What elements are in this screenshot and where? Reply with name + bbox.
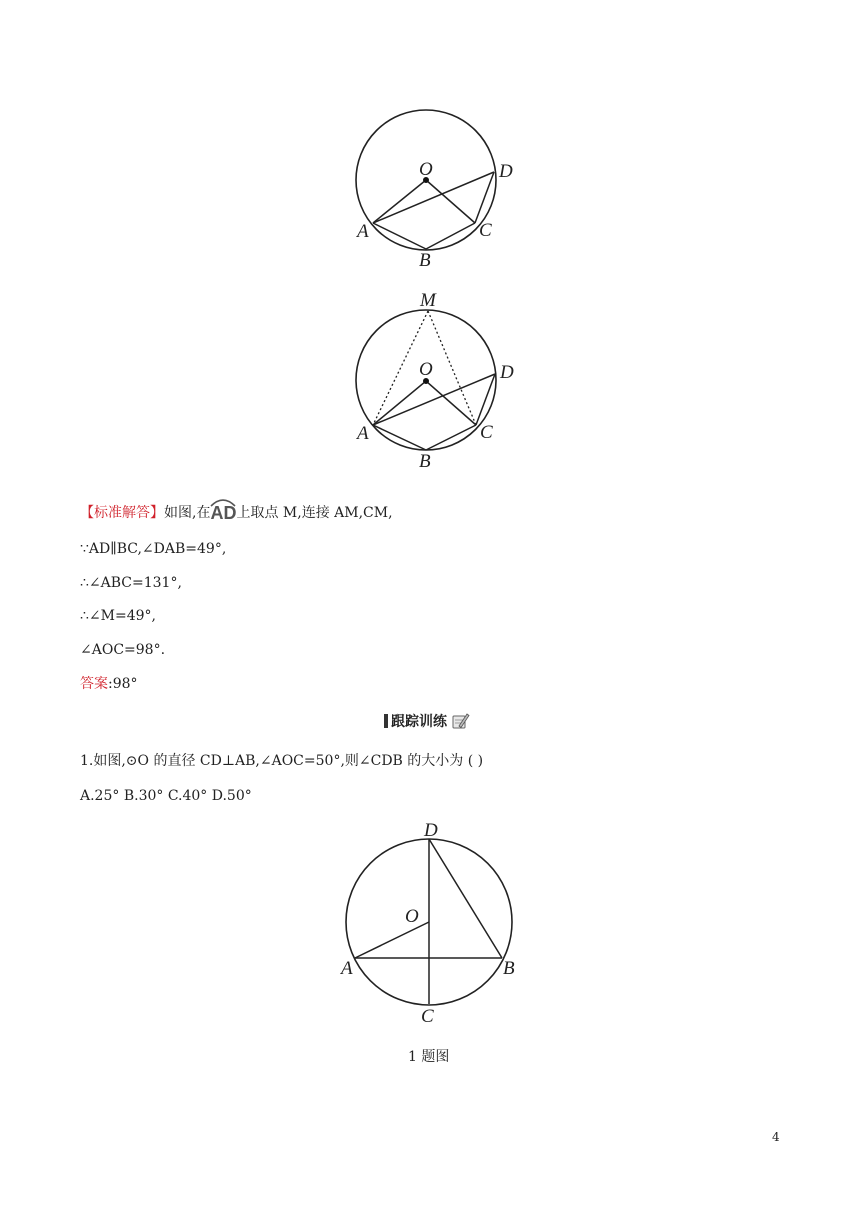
segment-ab (373, 425, 426, 450)
segment-ad (373, 374, 495, 425)
label-a: A (357, 221, 369, 242)
figure-3-diagram (335, 815, 525, 1030)
solution-intro-before-arc: 如图,在 (164, 505, 211, 521)
label-d: D (424, 820, 438, 841)
label-b: B (419, 250, 431, 271)
answer-label: 答案 (80, 676, 108, 692)
answer-line (80, 675, 138, 693)
label-b: B (503, 958, 515, 979)
answer-value: :98° (108, 676, 138, 692)
label-o: O (419, 159, 433, 180)
arc-icon (210, 497, 236, 507)
label-c: C (421, 1006, 434, 1027)
label-a: A (357, 423, 369, 444)
solution-line-4: ∠AOC=98°. (80, 642, 166, 658)
notepad-pencil-icon (450, 711, 470, 731)
label-d: D (499, 161, 513, 182)
segment-ad (373, 172, 494, 223)
solution-line-1: ∵AD∥BC,∠DAB=49°, (80, 541, 227, 557)
arc-ad-label (210, 504, 236, 522)
label-c: C (480, 422, 493, 443)
segment-bc (426, 425, 476, 450)
segment-mc-dotted (428, 311, 476, 425)
section-header (384, 711, 470, 731)
segment-ao (355, 922, 429, 958)
question-1-text: 1.如图,⊙O 的直径 CD⊥AB,∠AOC=50°,则∠CDB 的大小为 ( ) (80, 753, 484, 769)
segment-oc (426, 381, 476, 425)
figure-2-diagram (340, 288, 530, 474)
solution-line-3: ∴∠M=49°, (80, 608, 156, 624)
label-o: O (419, 359, 433, 380)
section-marker-icon (384, 714, 388, 728)
label-d: D (500, 362, 514, 383)
solution-tag: 【标准解答】 (80, 505, 164, 521)
label-c: C (479, 220, 492, 241)
segment-db (429, 839, 502, 958)
segment-dc (475, 172, 494, 223)
section-title: 跟踪训练 (391, 714, 447, 730)
label-b: B (419, 451, 431, 472)
question-1-options: A.25° B.30° C.40° D.50° (80, 788, 252, 804)
solution-line-2: ∴∠ABC=131°, (80, 575, 182, 591)
segment-ao (373, 381, 426, 425)
figure-3-caption: 1 题图 (408, 1049, 450, 1065)
solution-intro-after-arc: 上取点 M,连接 AM,CM, (236, 505, 393, 521)
page-number: 4 (772, 1130, 780, 1144)
segment-ao (373, 180, 426, 223)
label-m: M (420, 290, 436, 311)
figure-1-diagram (340, 108, 530, 274)
segment-oc (426, 180, 475, 223)
label-o: O (405, 906, 419, 927)
label-a: A (341, 958, 353, 979)
arc-ad-text: AD (210, 503, 237, 523)
solution-intro (80, 504, 393, 522)
